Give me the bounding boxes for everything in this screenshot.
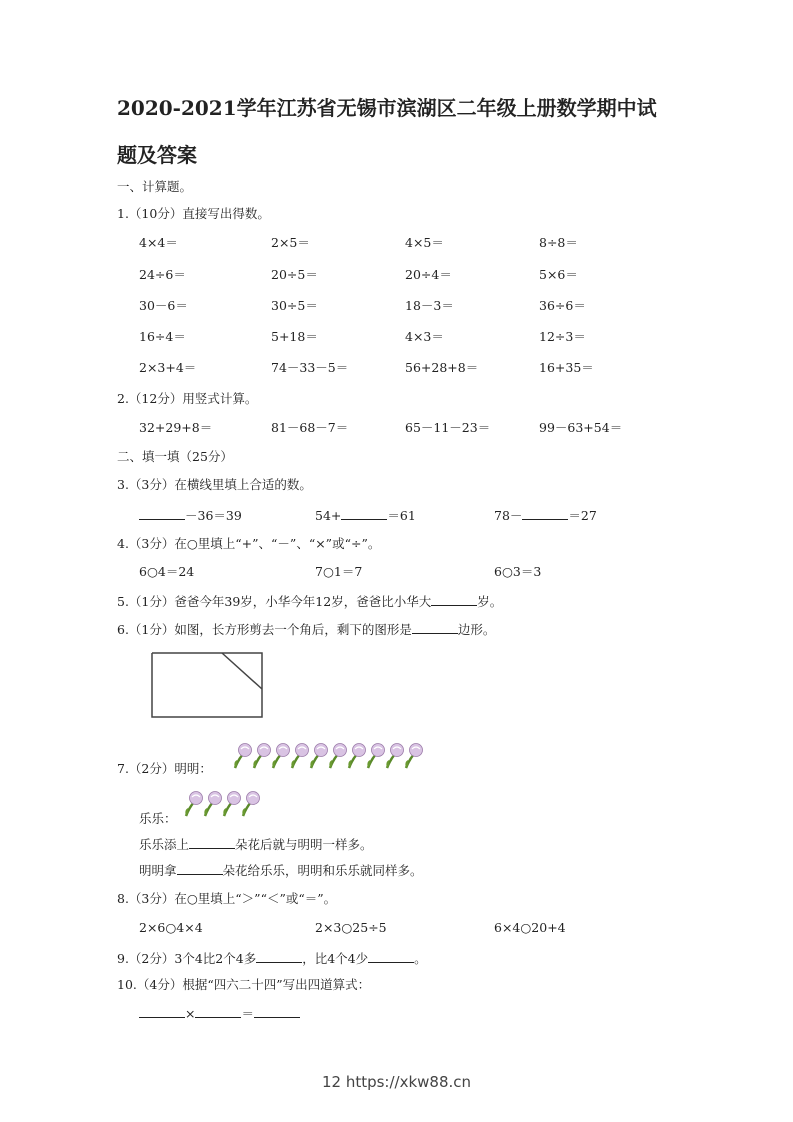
tulip-icon <box>221 790 241 822</box>
q9-pre: 9.（2分）3个4比2个4多 <box>117 951 257 966</box>
q1-item: 56+28+8＝ <box>405 360 479 375</box>
cut-rectangle-figure <box>150 651 265 719</box>
answer-blank[interactable] <box>256 950 302 963</box>
q3-item-b <box>315 507 416 524</box>
q1-item: 12÷3＝ <box>539 329 586 344</box>
times-sign: × <box>185 1006 196 1021</box>
q1-item: 5×6＝ <box>539 267 578 282</box>
q1-item: 4×4＝ <box>139 235 178 250</box>
answer-blank[interactable] <box>139 507 185 520</box>
tulip-icon <box>183 790 203 822</box>
answer-blank[interactable] <box>139 1005 185 1018</box>
q10-equation <box>139 1005 300 1022</box>
q1-item: 18－3＝ <box>405 298 454 313</box>
q7-l1-pre: 乐乐添上 <box>139 837 190 852</box>
q3-c-post: ＝27 <box>568 508 597 523</box>
answer-blank[interactable] <box>195 1005 241 1018</box>
equals-sign: ＝ <box>241 1006 254 1021</box>
q3-heading: 3.（3分）在横线里填上合适的数。 <box>117 477 312 492</box>
answer-blank[interactable] <box>412 621 458 634</box>
tulip-icon <box>365 742 385 774</box>
tulip-icon <box>346 742 366 774</box>
tulip-icon <box>327 742 347 774</box>
q1-item: 16+35＝ <box>539 360 594 375</box>
q1-item: 4×3＝ <box>405 329 444 344</box>
answer-blank[interactable] <box>254 1005 300 1018</box>
q4-item: 7○1＝7 <box>315 564 363 579</box>
section-2-heading: 二、填一填（25分） <box>117 449 233 464</box>
q1-item: 30÷5＝ <box>271 298 318 313</box>
section-1-heading: 一、计算题。 <box>117 179 193 194</box>
q7-l1-post: 朵花后就与明明一样多。 <box>235 837 373 852</box>
tulip-icon <box>384 742 404 774</box>
answer-blank[interactable] <box>177 862 223 875</box>
q9-post: 。 <box>414 951 427 966</box>
tulip-icon <box>240 790 260 822</box>
q9 <box>117 950 427 967</box>
q7-heading: 7.（2分）明明： <box>117 761 212 776</box>
q1-item: 30－6＝ <box>139 298 188 313</box>
tulip-icon <box>308 742 328 774</box>
q5-post: 岁。 <box>477 594 503 609</box>
q8-item: 2×6○4×4 <box>139 920 203 935</box>
title-line-2: 题及答案 <box>117 143 197 167</box>
q6-post: 边形。 <box>457 622 496 637</box>
q1-item: 16÷4＝ <box>139 329 186 344</box>
tulip-icon <box>289 742 309 774</box>
tulip-icon <box>251 742 271 774</box>
q6-text: 6.（1分）如图，长方形剪去一个角后，剩下的图形是 <box>117 622 412 637</box>
q4-heading: 4.（3分）在○里填上“+”、“－”、“×”或“÷”。 <box>117 536 381 551</box>
q8-item: 2×3○25÷5 <box>315 920 387 935</box>
title-line-1: 2020-2021学年江苏省无锡市滨湖区二年级上册数学期中试 <box>117 96 657 120</box>
tulip-icon <box>403 742 423 774</box>
q1-item: 8÷8＝ <box>539 235 578 250</box>
q1-item: 20÷4＝ <box>405 267 452 282</box>
q1-item: 74－33－5＝ <box>271 360 349 375</box>
q10-heading: 10.（4分）根据“四六二十四”写出四道算式： <box>117 977 371 992</box>
lele-flowers <box>183 790 259 822</box>
q2-item: 32+29+8＝ <box>139 420 213 435</box>
q3-b-post: ＝61 <box>387 508 416 523</box>
q3-item-c <box>494 507 597 524</box>
q1-item: 4×5＝ <box>405 235 444 250</box>
lele-label: 乐乐： <box>139 811 177 826</box>
q9-mid: ，比4个4少 <box>302 951 369 966</box>
q5-text: 5.（1分）爸爸今年39岁，小华今年12岁，爸爸比小华大 <box>117 594 432 609</box>
q1-item: 2×5＝ <box>271 235 310 250</box>
q3-item-a <box>139 507 242 524</box>
q3-b-pre: 54+ <box>315 508 342 523</box>
q8-item: 6×4○20+4 <box>494 920 566 935</box>
answer-blank[interactable] <box>189 836 235 849</box>
tulip-icon <box>270 742 290 774</box>
q1-item: 5+18＝ <box>271 329 318 344</box>
mingming-flowers <box>232 742 422 774</box>
q1-item: 20÷5＝ <box>271 267 318 282</box>
tulip-icon <box>232 742 252 774</box>
tulip-icon <box>202 790 222 822</box>
q7-l2-post: 朵花给乐乐，明明和乐乐就同样多。 <box>222 863 423 878</box>
q7-line-1 <box>139 836 373 853</box>
q4-item: 6○4＝24 <box>139 564 195 579</box>
q1-heading: 1.（10分）直接写出得数。 <box>117 206 270 221</box>
q1-item: 2×3+4＝ <box>139 360 197 375</box>
answer-blank[interactable] <box>522 507 568 520</box>
q5 <box>117 593 502 610</box>
q2-heading: 2.（12分）用竖式计算。 <box>117 391 258 406</box>
page-footer: 12 https://xkw88.cn <box>321 1073 472 1091</box>
q7-l2-pre: 明明拿 <box>139 863 177 878</box>
answer-blank[interactable] <box>368 950 414 963</box>
q3-a-text: －36＝39 <box>185 508 242 523</box>
q6 <box>117 621 495 638</box>
q4-item: 6○3＝3 <box>494 564 542 579</box>
q7-line-2 <box>139 862 423 879</box>
answer-blank[interactable] <box>431 593 477 606</box>
q2-item: 81－68－7＝ <box>271 420 349 435</box>
q8-heading: 8.（3分）在○里填上“＞”“＜”或“＝”。 <box>117 891 337 906</box>
q1-item: 24÷6＝ <box>139 267 186 282</box>
q2-item: 99－63+54＝ <box>539 420 623 435</box>
q2-item: 65－11－23＝ <box>405 420 491 435</box>
answer-blank[interactable] <box>341 507 387 520</box>
q3-c-pre: 78－ <box>494 508 523 523</box>
q1-item: 36÷6＝ <box>539 298 586 313</box>
